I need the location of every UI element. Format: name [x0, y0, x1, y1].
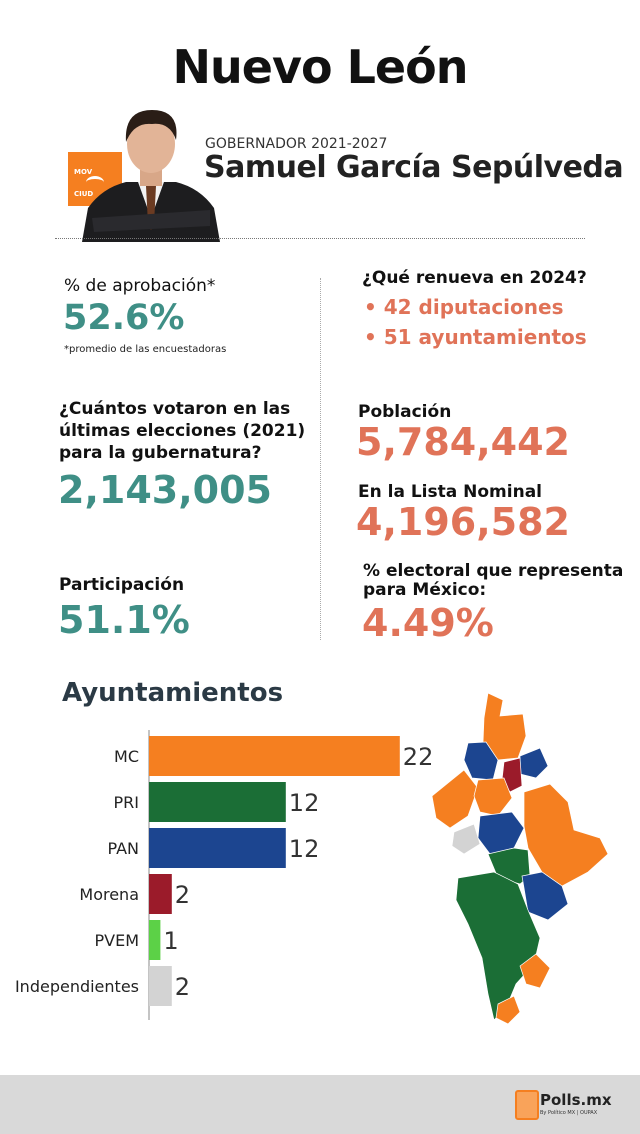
party-logo-text-top: MOV	[74, 168, 93, 176]
divider	[55, 238, 585, 239]
polls-logo-icon	[515, 1090, 539, 1120]
electoral-share-value: 4.49%	[362, 601, 494, 645]
map-region-west-orange	[432, 770, 478, 828]
footer-subtitle: By Político MX | OUPAX	[540, 1110, 598, 1116]
data-label: 2	[174, 881, 191, 909]
nominal-list-label: En la Lista Nominal	[358, 482, 542, 502]
data-label: 1	[163, 927, 179, 955]
renewal-label: ¿Qué renueva en 2024?	[362, 268, 587, 288]
participation-label: Participación	[59, 575, 185, 595]
footer-brand[interactable]: Polls.mx	[540, 1091, 612, 1109]
data-label: 12	[288, 835, 320, 863]
map-region-east-orange	[524, 784, 608, 886]
category-label: Morena	[79, 885, 139, 904]
governor-portrait	[82, 100, 220, 242]
governor-label: GOBERNADOR 2021-2027	[205, 136, 388, 152]
electoral-share-label: % electoral que representa para México:	[363, 561, 624, 600]
nominal-list-value: 4,196,582	[356, 500, 570, 544]
party-logo-text-bottom: CIUD	[74, 190, 94, 198]
category-label: PRI	[113, 793, 139, 812]
bar-mc	[149, 736, 400, 776]
voters-label: ¿Cuántos votaron en las últimas elecciones (2021) para la gubernatura?	[59, 399, 306, 463]
bar-independientes	[149, 966, 172, 1006]
population-value: 5,784,442	[356, 420, 570, 464]
bar-pan	[149, 828, 286, 868]
divider-vertical	[320, 278, 321, 640]
data-label: 12	[288, 789, 320, 817]
population-label: Población	[358, 402, 452, 422]
page-title: Nuevo León	[172, 40, 468, 94]
governor-name: Samuel García Sepúlveda	[204, 150, 624, 185]
renewal-item: • 42 diputaciones	[364, 295, 564, 319]
data-label: 2	[174, 973, 191, 1001]
category-label: PVEM	[94, 931, 139, 950]
map-region-blue-east	[520, 748, 548, 778]
bar-morena	[149, 874, 172, 914]
participation-value: 51.1%	[58, 598, 190, 642]
category-label: Independientes	[14, 977, 139, 996]
map-regions	[432, 693, 608, 1024]
approval-value: 52.6%	[63, 298, 185, 338]
bar-pri	[149, 782, 286, 822]
ayuntamientos-bar-chart	[0, 730, 460, 1025]
approval-label: % de aprobación*	[64, 276, 216, 296]
map-region-metro-blue	[478, 812, 524, 854]
renewal-item: • 51 ayuntamientos	[364, 325, 587, 349]
voters-value: 2,143,005	[58, 468, 272, 512]
category-label: MC	[114, 747, 139, 766]
map-region-ind	[452, 824, 480, 854]
nuevo-leon-map	[428, 688, 628, 1033]
map-region-center-orange	[474, 778, 512, 816]
data-label: 22	[402, 743, 434, 771]
bar-pvem	[149, 920, 160, 960]
chart-title: Ayuntamientos	[62, 678, 284, 708]
approval-note: *promedio de las encuestadoras	[64, 344, 227, 355]
category-label: PAN	[107, 839, 139, 858]
